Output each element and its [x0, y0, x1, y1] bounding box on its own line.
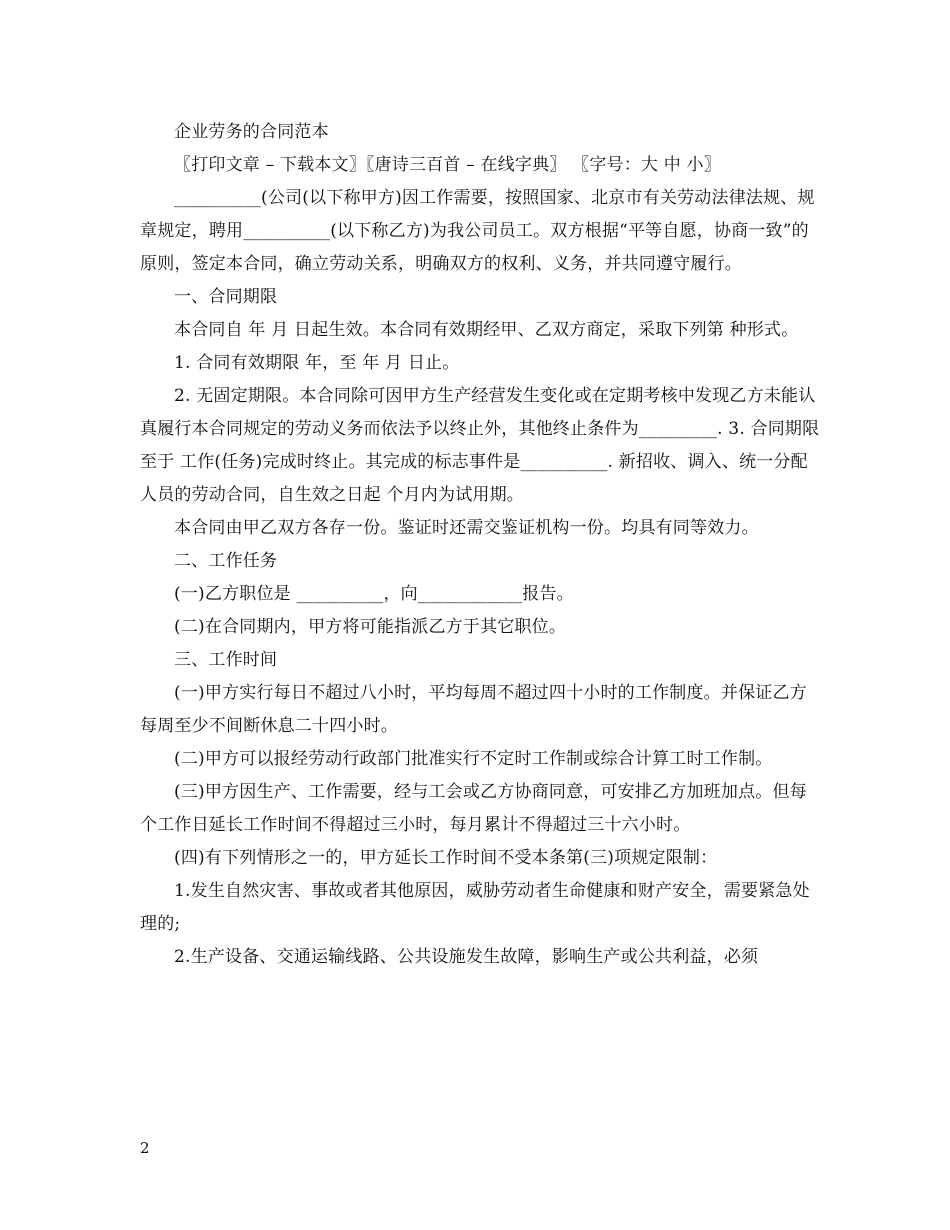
page-number: 2	[140, 1139, 150, 1157]
paragraph-term-option-2-3: 2. 无固定期限。本合同除可因甲方生产经营发生变化或在定期考核中发现乙方未能认真履行本合同规定的劳动义务而依法予以终止外，其他终止条件为_________. 3. 合同期限至于 工作(任务)完成时终止。其完成的标志事件是__________. 新招收、调入、统一分配人员的劳动合同，自生效之日起 个月内为试用期。	[140, 386, 820, 505]
paragraph-term-option-1: 1. 合同有效期限 年，至 年 月 日止。	[174, 353, 460, 373]
document-body	[140, 116, 820, 974]
document-title: 企业劳务的合同范本	[174, 122, 329, 142]
paragraph-exception-2: 2.生产设备、交通运输线路、公共设施发生故障，影响生产或公共利益，必须	[174, 947, 759, 967]
section-heading-work-hours: 三、工作时间	[174, 650, 278, 670]
paragraph-intro: __________(公司(以下称甲方)因工作需要，按照国家、北京市有关劳动法律法规、规章规定，聘用__________(以下称乙方)为我公司员工。双方根据“平等自愿，协商一致”的原则，签定本合同，确立劳动关系，明确双方的权利、义务，并共同遵守履行。	[140, 188, 815, 274]
paragraph-hours-1: (一)甲方实行每日不超过八小时，平均每周不超过四十小时的工作制度。并保证乙方每周至少不间断休息二十四小时。	[140, 683, 807, 736]
paragraph-hours-2: (二)甲方可以报经劳动行政部门批准实行不定时工作制或综合计算工时工作制。	[174, 749, 773, 769]
section-heading-work-tasks: 二、工作任务	[174, 551, 278, 571]
paragraph-exception-1: 1.发生自然灾害、事故或者其他原因，威胁劳动者生命健康和财产安全，需要紧急处理的;	[140, 881, 810, 934]
section-heading-contract-term: 一、合同期限	[174, 287, 278, 307]
toolbar-links-line: 〖打印文章 – 下载本文〗〖唐诗三百首 – 在线字典〗 〖字号：大 中 小〗	[174, 155, 721, 175]
paragraph-term-effective: 本合同自 年 月 日起生效。本合同有效期经甲、乙双方商定，采取下列第 种形式。	[174, 320, 799, 340]
paragraph-hours-4: (四)有下列情形之一的，甲方延长工作时间不受本条第(三)项规定限制：	[174, 848, 718, 868]
paragraph-reassignment: (二)在合同期内，甲方将可能指派乙方于其它职位。	[174, 617, 567, 637]
paragraph-position: (一)乙方职位是 __________，向____________报告。	[174, 584, 574, 604]
paragraph-copies: 本合同由甲乙双方各存一份。鉴证时还需交鉴证机构一份。均具有同等效力。	[174, 518, 759, 538]
paragraph-hours-3: (三)甲方因生产、工作需要，经与工会或乙方协商同意，可安排乙方加班加点。但每个工作日延长工作时间不得超过三小时，每月累计不得超过三十六小时。	[140, 782, 807, 835]
